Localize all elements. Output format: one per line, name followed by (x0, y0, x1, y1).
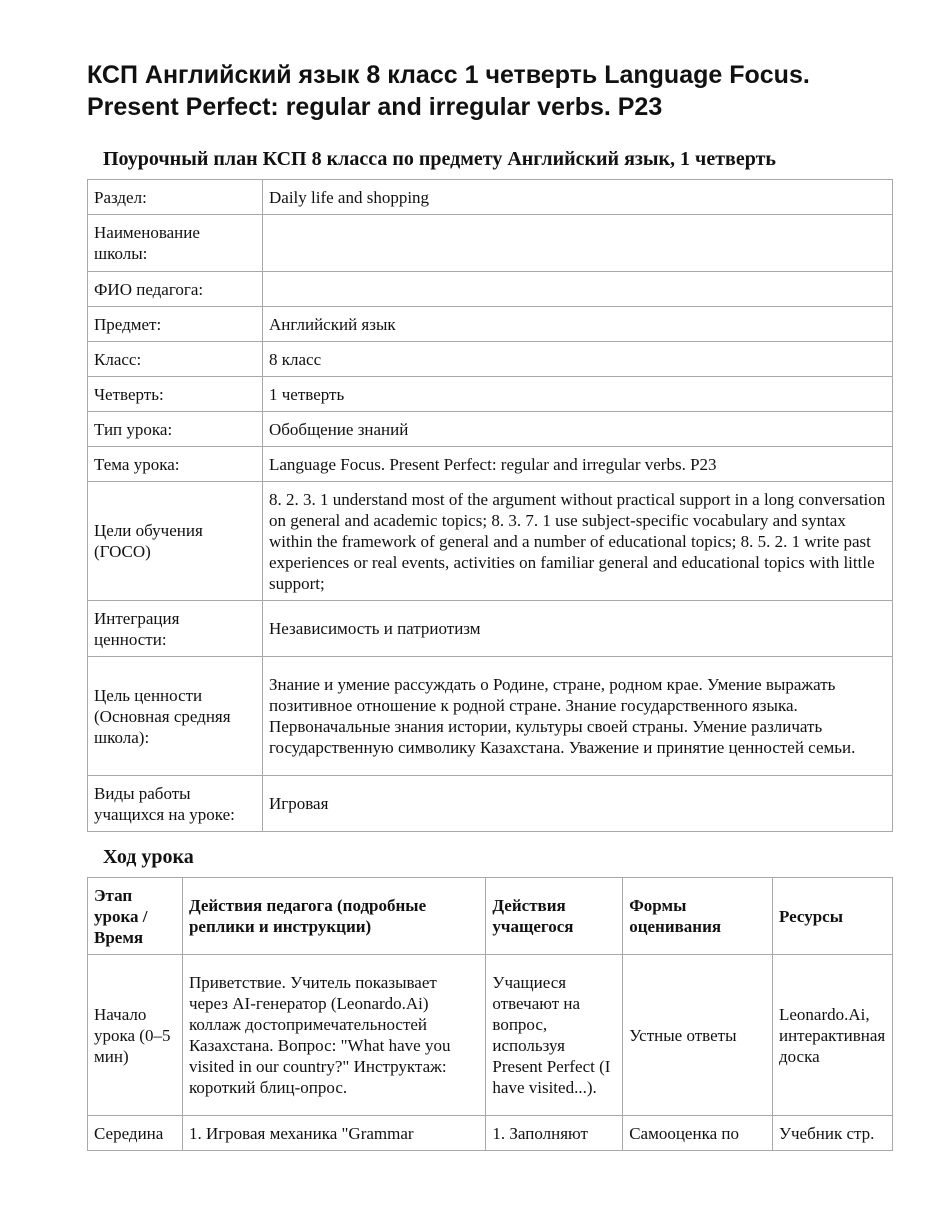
info-value: Daily life and shopping (263, 180, 893, 215)
info-row (88, 215, 893, 272)
lesson-info-table (87, 179, 893, 832)
flow-cell-stage: Середина (88, 1116, 183, 1151)
info-row (88, 307, 893, 342)
info-row (88, 601, 893, 657)
flow-cell-assessment: Самооценка по (623, 1116, 773, 1151)
info-value (263, 215, 893, 272)
info-row (88, 272, 893, 307)
lesson-flow-table (87, 877, 893, 1151)
info-value: Игровая (263, 776, 893, 832)
info-row (88, 342, 893, 377)
info-label: Цель ценности (Основная средняя школа): (88, 657, 263, 776)
info-label: Класс: (88, 342, 263, 377)
flow-cell-stage: Начало урока (0–5 мин) (88, 955, 183, 1116)
info-value: 8 класс (263, 342, 893, 377)
document-title: КСП Английский язык 8 класс 1 четверть Language Focus. Present Perfect: regular and irregular verbs. P23 (87, 61, 810, 121)
flow-cell-resources: Leonardo.Ai, интерактивная доска (772, 955, 892, 1116)
info-value: Language Focus. Present Perfect: regular and irregular verbs. P23 (263, 447, 893, 482)
info-row (88, 412, 893, 447)
info-label: Наименование школы: (88, 215, 263, 272)
info-label: Раздел: (88, 180, 263, 215)
info-row (88, 657, 893, 776)
info-label: Тип урока: (88, 412, 263, 447)
info-value (263, 272, 893, 307)
column-header-teacher-actions: Действия педагога (подробные реплики и инструкции) (182, 878, 485, 955)
flow-cell-student-actions: 1. Заполняют (486, 1116, 623, 1151)
info-row (88, 447, 893, 482)
flow-header-row (88, 878, 893, 955)
info-label: ФИО педагога: (88, 272, 263, 307)
info-value: 8. 2. 3. 1 understand most of the argument without practical support in a long conversation on general and academic topics; 8. 3. 7. 1 use subject-specific vocabulary and syntax within the framework of general and a number of educational topics; 8. 5. 2. 1 write past experiences or real events, activities on familiar general and educational topics with little support; (263, 482, 893, 601)
column-header-resources: Ресурсы (772, 878, 892, 955)
lesson-flow-heading: Ход урока (103, 846, 194, 868)
info-label: Интеграция ценности: (88, 601, 263, 657)
flow-row (88, 955, 893, 1116)
info-row (88, 776, 893, 832)
info-label: Четверть: (88, 377, 263, 412)
info-row (88, 482, 893, 601)
flow-cell-student-actions: Учащиеся отвечают на вопрос, используя Present Perfect (I have visited...). (486, 955, 623, 1116)
flow-cell-assessment: Устные ответы (623, 955, 773, 1116)
info-value: Обобщение знаний (263, 412, 893, 447)
flow-cell-teacher-actions: 1. Игровая механика "Grammar (182, 1116, 485, 1151)
info-value: Знание и умение рассуждать о Родине, стране, родном крае. Умение выражать позитивное отношение к родной стране. Знание государственного языка. Первоначальные знания истории, культуры своей страны. Умение различать государственную символику Казахстана. Уважение и принятие ценностей семьи. (263, 657, 893, 776)
info-label: Виды работы учащихся на уроке: (88, 776, 263, 832)
info-row (88, 180, 893, 215)
column-header-stage: Этап урока / Время (88, 878, 183, 955)
column-header-assessment: Формы оценивания (623, 878, 773, 955)
info-value: Независимость и патриотизм (263, 601, 893, 657)
info-label: Предмет: (88, 307, 263, 342)
info-value: Английский язык (263, 307, 893, 342)
info-label: Цели обучения (ГОСО) (88, 482, 263, 601)
flow-row (88, 1116, 893, 1151)
flow-cell-resources: Учебник стр. (772, 1116, 892, 1151)
plan-heading: Поурочный план КСП 8 класса по предмету Английский язык, 1 четверть (103, 148, 776, 170)
info-row (88, 377, 893, 412)
info-label: Тема урока: (88, 447, 263, 482)
column-header-student-actions: Действия учащегося (486, 878, 623, 955)
info-value: 1 четверть (263, 377, 893, 412)
flow-cell-teacher-actions: Приветствие. Учитель показывает через AI-генератор (Leonardo.Ai) коллаж достопримечательностей Казахстана. Вопрос: "What have you visited in our country?" Инструктаж: короткий блиц-опрос. (182, 955, 485, 1116)
